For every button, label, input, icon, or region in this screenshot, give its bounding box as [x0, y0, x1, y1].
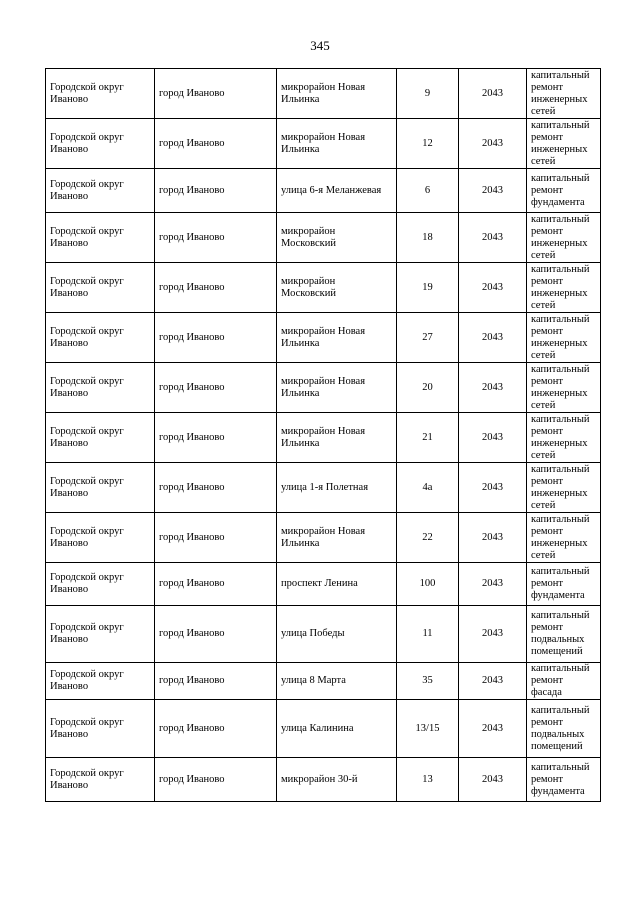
table-row	[46, 263, 601, 313]
settlement-cell: город Иваново	[155, 463, 277, 513]
municipality-cell: Городской округ Иваново	[46, 213, 155, 263]
page-number: 345	[310, 38, 330, 53]
street-cell: проспект Ленина	[277, 563, 397, 606]
year-cell: 2043	[459, 606, 527, 663]
settlement-cell: город Иваново	[155, 169, 277, 213]
year-cell: 2043	[459, 169, 527, 213]
municipality-cell: Городской округ Иваново	[46, 758, 155, 802]
settlement-cell: город Иваново	[155, 263, 277, 313]
work-type-cell: капитальный ремонт инженерных сетей	[527, 413, 601, 463]
house-cell: 13/15	[397, 700, 459, 758]
house-cell: 12	[397, 119, 459, 169]
year-cell: 2043	[459, 563, 527, 606]
house-cell: 22	[397, 513, 459, 563]
year-cell: 2043	[459, 513, 527, 563]
house-cell: 20	[397, 363, 459, 413]
municipality-cell: Городской округ Иваново	[46, 313, 155, 363]
table-row	[46, 563, 601, 606]
work-type-cell: капитальный ремонт подвальных помещений	[527, 606, 601, 663]
settlement-cell: город Иваново	[155, 513, 277, 563]
work-type-cell: капитальный ремонт фундамента	[527, 563, 601, 606]
work-type-cell: капитальный ремонт инженерных сетей	[527, 463, 601, 513]
settlement-cell: город Иваново	[155, 363, 277, 413]
street-cell: улица Калинина	[277, 700, 397, 758]
table-row	[46, 413, 601, 463]
table-row	[46, 663, 601, 700]
house-cell: 4а	[397, 463, 459, 513]
municipality-cell: Городской округ Иваново	[46, 263, 155, 313]
work-type-cell: капитальный ремонт инженерных сетей	[527, 363, 601, 413]
year-cell: 2043	[459, 663, 527, 700]
street-cell: микрорайон Новая Ильинка	[277, 119, 397, 169]
settlement-cell: город Иваново	[155, 663, 277, 700]
table-row	[46, 119, 601, 169]
work-type-cell: капитальный ремонт фасада	[527, 663, 601, 700]
street-cell: микрорайон Московский	[277, 213, 397, 263]
table-row	[46, 169, 601, 213]
house-cell: 100	[397, 563, 459, 606]
municipality-cell: Городской округ Иваново	[46, 700, 155, 758]
work-type-cell: капитальный ремонт фундамента	[527, 169, 601, 213]
year-cell: 2043	[459, 463, 527, 513]
street-cell: микрорайон Новая Ильинка	[277, 363, 397, 413]
house-cell: 18	[397, 213, 459, 263]
year-cell: 2043	[459, 313, 527, 363]
house-cell: 21	[397, 413, 459, 463]
municipality-cell: Городской округ Иваново	[46, 363, 155, 413]
year-cell: 2043	[459, 363, 527, 413]
settlement-cell: город Иваново	[155, 758, 277, 802]
year-cell: 2043	[459, 263, 527, 313]
municipality-cell: Городской округ Иваново	[46, 69, 155, 119]
settlement-cell: город Иваново	[155, 700, 277, 758]
street-cell: микрорайон Новая Ильинка	[277, 413, 397, 463]
street-cell: микрорайон Новая Ильинка	[277, 69, 397, 119]
house-cell: 19	[397, 263, 459, 313]
table-row	[46, 69, 601, 119]
municipality-cell: Городской округ Иваново	[46, 663, 155, 700]
settlement-cell: город Иваново	[155, 119, 277, 169]
house-cell: 11	[397, 606, 459, 663]
municipality-cell: Городской округ Иваново	[46, 563, 155, 606]
street-cell: улица 8 Марта	[277, 663, 397, 700]
street-cell: улица 6-я Меланжевая	[277, 169, 397, 213]
street-cell: микрорайон Новая Ильинка	[277, 313, 397, 363]
year-cell: 2043	[459, 69, 527, 119]
municipality-cell: Городской округ Иваново	[46, 606, 155, 663]
work-type-cell: капитальный ремонт инженерных сетей	[527, 513, 601, 563]
street-cell: микрорайон Новая Ильинка	[277, 513, 397, 563]
table-row	[46, 606, 601, 663]
settlement-cell: город Иваново	[155, 213, 277, 263]
work-type-cell: капитальный ремонт инженерных сетей	[527, 313, 601, 363]
municipality-cell: Городской округ Иваново	[46, 463, 155, 513]
settlement-cell: город Иваново	[155, 69, 277, 119]
repair-schedule-table	[45, 68, 601, 802]
table-row	[46, 758, 601, 802]
house-cell: 6	[397, 169, 459, 213]
street-cell: улица Победы	[277, 606, 397, 663]
street-cell: микрорайон Московский	[277, 263, 397, 313]
table-row	[46, 700, 601, 758]
house-cell: 9	[397, 69, 459, 119]
municipality-cell: Городской округ Иваново	[46, 169, 155, 213]
year-cell: 2043	[459, 758, 527, 802]
municipality-cell: Городской округ Иваново	[46, 413, 155, 463]
table-row	[46, 313, 601, 363]
year-cell: 2043	[459, 413, 527, 463]
year-cell: 2043	[459, 119, 527, 169]
work-type-cell: капитальный ремонт инженерных сетей	[527, 263, 601, 313]
house-cell: 35	[397, 663, 459, 700]
work-type-cell: капитальный ремонт инженерных сетей	[527, 213, 601, 263]
table-row	[46, 213, 601, 263]
street-cell: улица 1-я Полетная	[277, 463, 397, 513]
work-type-cell: капитальный ремонт инженерных сетей	[527, 119, 601, 169]
work-type-cell: капитальный ремонт инженерных сетей	[527, 69, 601, 119]
settlement-cell: город Иваново	[155, 313, 277, 363]
municipality-cell: Городской округ Иваново	[46, 119, 155, 169]
settlement-cell: город Иваново	[155, 563, 277, 606]
table-row	[46, 513, 601, 563]
year-cell: 2043	[459, 700, 527, 758]
house-cell: 27	[397, 313, 459, 363]
table-row	[46, 363, 601, 413]
street-cell: микрорайон 30-й	[277, 758, 397, 802]
year-cell: 2043	[459, 213, 527, 263]
table-row	[46, 463, 601, 513]
settlement-cell: город Иваново	[155, 413, 277, 463]
work-type-cell: капитальный ремонт подвальных помещений	[527, 700, 601, 758]
settlement-cell: город Иваново	[155, 606, 277, 663]
work-type-cell: капитальный ремонт фундамента	[527, 758, 601, 802]
municipality-cell: Городской округ Иваново	[46, 513, 155, 563]
house-cell: 13	[397, 758, 459, 802]
